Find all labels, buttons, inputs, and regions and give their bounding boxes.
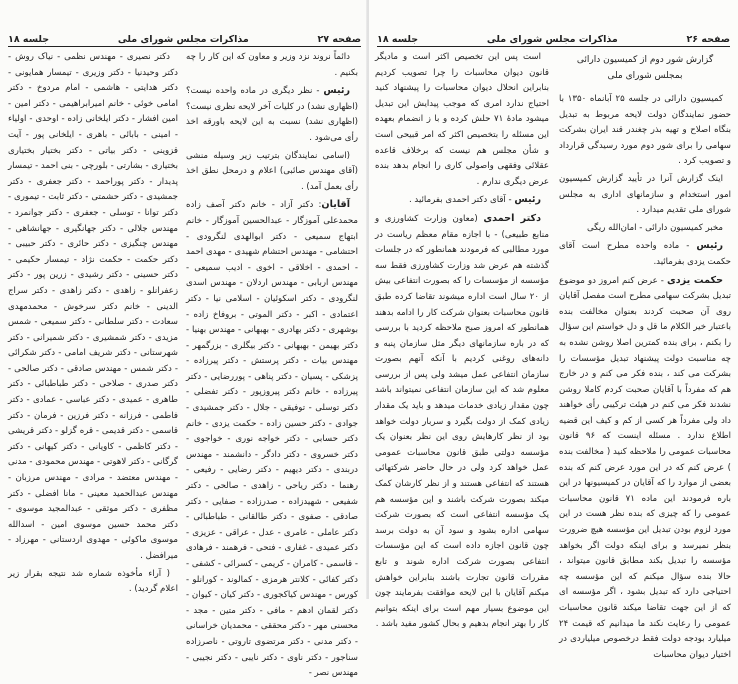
paragraph-text: مخبر کمیسیون دارائی - امان‌الله ریگی xyxy=(586,222,723,233)
paragraph-text: دکتر نصیری - مهندس نظمی - نیاک روش - دکتر وحیدنیا - دکتر وزیری - تیمسار همایونی - دکتر هدایتی - هاشمی - امام مردوخ - دکتر امامی خوئی - خانم امیرابراهیمی - دکتر امین - امین افشار - دکتر ایلخانی زاده - اوحدی - اولیاء - امینی - بابائی - باهری - ایلخانی پور - آیت قزوینی - دکتر بیاتی - دکتر بختیار بختیاری بختیاری - بشارتی - بلورچی - بنی احمد - تیمسار پدیدار - دکتر پوراحمد - دکتر جعفری - دکتر جمشیدی - دکتر حشمتی - دکتر ثابت - تیموری - دکتر توانا - توسلی - جعفری - دکتر جوانمرد - مهندس جلالی - دکتر جهانگیری - جهانشاهی - مهندس چنگیزی - دکتر حائری - دکتر حبیبی - دکتر حکمت - حکمت نژاد - تیمسار حکیمی - دکتر حسینی - دکتر رشیدی - زرین پور - دکتر زعفرانلو - زاهدی - دکتر زاهدی - دکتر سراج الدینی - خانم دکتر سرخوش - محمدمهدی سعادت - دکتر سلطانی - دکتر سمیعی - شمس مزیدی - دکتر شمشیری - دکتر شمیرانی - دکتر شهرستانی - دکتر شریف امامی - دکتر شکرائی - دکتر شمس - مهندس صادقی - دکتر صالحی - دکتر صدری - صلاحی - دکتر طباطبائی - دکتر طاهری - عمیدی - دکتر عباسی - عمادی - دکتر فاطمی - فرزانه - دکتر فرزین - فرمان - دکتر قاسمی - دکتر قدیمی - قره گزلو - دکتر قریشی - دکتر کاظمی - کاویانی - دکتر کیهانی - دکتر گرگانی - دکتر لاهوتی - مهندس محمودی - مدنی - مهندس معتضد - مرادی - مهندس مرزبان - مهندس عبدالحمید معینی - مانا افضلی - دکتر مظفری - دکتر موثقی - عبدالمجید موسوی - دکتر محمد حسین موسوی امین - اسدالله موسوی ماکوئی - مهدوی اردستانی - مهرزاد - میرافضل . xyxy=(7,52,178,561)
page-header xyxy=(8,34,361,47)
text-column-right xyxy=(186,50,358,684)
page-number: صفحه ۲۶ xyxy=(686,34,730,45)
paragraph xyxy=(559,172,731,219)
page-number: صفحه ۲۷ xyxy=(317,34,361,45)
text-column-right xyxy=(559,92,731,665)
paragraph xyxy=(559,238,731,270)
left-page xyxy=(0,0,369,679)
publication-title: مذاکرات مجلس شورای ملی xyxy=(117,34,249,45)
paragraph-text: : دکتر آزاد - خانم دکتر آصف زاده محمدعلی آموزگار - عبدالحسین آموزگار - خانم ابتهاج سمیعی - دکتر ابوالهدی لنگرودی - احتشامی - مهندس احتشام شهیدی - مهدی احمد - احمدی - اخلاقی - اخوی - ادیب سمیعی - مهندس اربابی - مهندس اردلان - مهندس اسدی لنگرودی - دکتر اسکوئیان - اسلامی نیا - دکتر اعتمادی - اکبر - دکتر الموتی - بروفاخ زاده - بوشهری - دکتر بهادری - بهبهانی - مهندس بهنیا - دکتر بهیمن - بهبهانی - دکتر بیگلری - بزرگمهر - مهندس بیات - دکتر پرستش - دکتر پیرزاده - پزشکی - پسیان - دکتر پناهی - پوررضایی - دکتر پیرزاده - خانم دکتر پیروزپور - دکتر تفضلی - دکتر توسلی - توفیقی - جلال - دکتر جمشیدی - جوادی - دکتر حسین زاده - حکمت یزدی - خانم دکتر حسابی - دکتر خواجه نوری - خواجوی - دکتر خسروی - دکتر دادگر - دانشمند - مهندس دربندی - دکتر دیهیم - دکتر رضایی - رفیعی - رهنما - دکتر ریاحی - زاهدی - صالحی - دکتر شفیعی - شهیدزاده - صدرزاده - صفایی - دکتر صادقی - صفوی - دکتر طالقانی - طباطبائی - دکتر عاملی - عامری - عدل - عراقی - عزیزی - دکتر عمیدی - غفاری - فتحی - فرهمند - فرهادی - قاسمی - کامران - کریمی - کسرائی - کشفی - دکتر کفائی - کلانتر هرمزی - کمالوند - کورانلو - کورس - مهندس کیاکجوری - دکتر کیان - کیوان - دکتر لقمان ادهم - مافی - دکتر متین - مجد - محسنی مهر - دکتر محققی - محمدیان خراسانی - دکتر مدنی - دکتر مرتضوی تاروتی - ناصرزاده سناجور - دکتر ناوی - دکتر نایبی - دکتر نجیبی - مهندس نصر - xyxy=(186,200,358,679)
text-column-left xyxy=(8,50,178,600)
speaker-name: رئیس xyxy=(514,194,541,206)
paragraph xyxy=(559,221,731,237)
paragraph-text: است پس این تخصیص اکثر است و مادیگر قانون دیوان محاسبات را چرا تصویب کردیم بنابراین انحلال دیوان محاسبات را پیشنهاد کنید احتیاج ندارد امری که موجب پیدایش این تبدیل میشود مادهٔ ۷۱ حلش کرده و با ز انضمام بعهده این مسئله را بتخصیص اکثر که امر قبیحی است و شأن مجلس هم نیست که برخلاف قاعده عقلائی وفقهی واصولی کاری را انجام بدهد بنده عرض دیگری ندارم . xyxy=(375,52,549,187)
right-page xyxy=(369,0,738,660)
paragraph xyxy=(559,273,731,664)
speaker-name: دکتر احمدی xyxy=(483,212,541,224)
paragraph xyxy=(559,92,731,170)
session-number: جلسه ۱۸ xyxy=(8,34,50,45)
paragraph xyxy=(375,192,549,209)
speaker-name: آقایان xyxy=(321,199,350,211)
paragraph xyxy=(186,50,358,81)
paragraph-text: - نظر دیگری در ماده واحده نیست؟ (اظهاری نشد) در کلیات آخر لایحه نظری نیست؟ (اظهاری نشد) نسبت به این لایحه باورقه اخذ رأی می‌شود . xyxy=(186,86,358,143)
paragraph-text: کمیسیون دارائی در جلسه ۲۵ آبانماه ۱۳۵۰ با حضور نمایندگان دولت لایحه مربوط به تبدیل بنگاه اصلاح و تهیه بذر چغندر قند ایران بشرکت سهامی را برای شور دوم مورد رسیدگی قرارداد و تصویب کرد . xyxy=(559,94,731,167)
text-column-left xyxy=(375,50,549,635)
paragraph xyxy=(8,567,178,598)
paragraph-text: - ماده واحده مطرح است آقای حکمت یزدی بفرمائید. xyxy=(559,241,731,267)
paragraph xyxy=(8,50,178,565)
speaker-name: حکمت یزدی xyxy=(666,274,723,286)
paragraph xyxy=(186,149,358,196)
paragraph-text: اینک گزارش آنرا در تأیید گزارش کمیسیون امور استخدام و سازمانهای اداری به مجلس شورای ملی تقدیم میدارد . xyxy=(559,173,731,216)
page-header xyxy=(377,34,730,47)
paragraph-text: (معاون وزارت کشاورزی و منابع طبیعی) - با اجازه مقام معظم ریاست در مورد مطالبی که فرمودند همانطور که در جلسات گذشته هم عرض شد وزارت کشاورزی فقط سه مؤسسه از مؤسسات را که بصورت انتفاعی بیش از ۲۰ سال است اداره میشوند تقاضا کرده طبق قانون محاسبات بعنوان شرکت کار را ادامه بدهند همانطور که امروز صبح ملاحظه کردید با بررسی که در باره سازمانهای دیگر مثل سازمان پنبه و دانه‌های روغنی کردیم با آنکه آنهم بصورت سازمان انتفاعی عمل میشد ولی پس از بررسی معلوم شد که این سازمان انتفاعی نمیتواند باشد چون مقدار زیادی خدمات میدهد و باید یک مقدار زیادی کمک از دولت بگیرد و سربار دولت خواهد بود از نظر کارهایش روی این نظر بعنوان یک مؤسسه دولتی طبق قانون محاسبات عمومی عمل خواهد کرد ولی در حال حاضر شرکتهائی هستند که انتفاعی هستند و از نظر کارشان کمک میکند بصورت شرکت باشند و این مؤسسه هم یک مؤسسه انتفاعی است که بصورت شرکت سهامی اداره بشود و سود آن به دولت برسد چون قانون اجازه داده است که این مؤسسات انتفاعی بصورت شرکت اداره شوند و تابع مقررات قانون تجارت باشند بنابراین خواهش میکنم آقایان با این لایحه موافقت بفرمایند چون این موضوع بسیار مهم است برای اینکه بتوانیم کار را بهتر انجام بدهیم و بحال کشور مفید باشد . xyxy=(375,213,549,630)
paragraph xyxy=(186,83,358,146)
paragraph xyxy=(375,211,549,633)
paragraph-text: - عرض کنم امروز دو موضوع تبدیل بشرکت سهامی مطرح است مفصل آقایان روی آن صحبت کردند بعنوان مخالفت بنده باعتبار خیر الکلام ما قل و دل خواستم این سؤال را بکنم ، برای بنده کمترین اصلا روشن نشده به چه مناسبت دولت پیشنهاد تبدیل مؤسسات را بشرکت می کند ، بنده فکر می کنم و در خارج هم که مفرداً با آقایان صحبت کردم کاملا روشن نشدند فکر می کنم در هیئت ترکیبی رأی خواهند داد ولی مفرداً هر کسی از کم و کیف این قضیه اطلاع ندارد . مسئله اینست که ۹۶ قانون محاسبات عمومی را ملاحظه کنید ( مخالفت بنده ) عرض کنم که در این مورد عرض کنم که بنده بعضی از موارد را که آقایان در کمیسیونها در این باره فرمودند این ماده ۷۱ قانون محاسبات عمومی را که چیزی که بنده نظر هست در این مورد لزوم بودن تبدیل این مؤسسه هیچ ضرورت بنظر نمیرسد و برای اینکه دولت اگر بخواهد مؤسسه را تبدیل بکند مطابق قانون میتواند ، حالا بنده سؤال میکنم که این مؤسسه چه احتیاجی دارد که تبدیل بشود ، اگر مؤسسه ای که از این جهت تقاضا میکند قانون محاسبات عمومی را رعایت نکند ما میدانیم که قیمت ۲۴ میلیارد بودجه دولت فقط درخصوص میلیاردی در اختیار دیوان محاسبات xyxy=(559,275,731,660)
report-title-line: بمجلس شورای ملی xyxy=(607,71,683,81)
paragraph-text: دائماً نروند نزد وزیر و معاون که این کار را چه بکنیم . xyxy=(186,52,358,78)
session-number: جلسه ۱۸ xyxy=(377,34,419,45)
report-title-line: گزارش شور دوم از کمیسیون دارائی xyxy=(576,55,714,65)
paragraph xyxy=(186,197,358,681)
paragraph-text: ( آراء مأخوذه شماره شد نتیجه بقرار زیر اعلام گردید) . xyxy=(8,568,178,595)
report-title xyxy=(559,52,731,84)
publication-title: مذاکرات مجلس شورای ملی xyxy=(486,34,618,45)
speaker-name: رئیس xyxy=(323,85,350,97)
paragraph-text: - آقای دکتر احمدی بفرمائید . xyxy=(408,195,515,206)
paragraph-text: (اسامی نمایندگان بترتیب زیر وسیله منشی (آقای مهندس صائبی) اعلام و درمحل نطق اخذ رأی بعمل آمد) . xyxy=(186,150,358,192)
paragraph xyxy=(375,50,549,190)
speaker-name: رئیس xyxy=(696,240,723,252)
